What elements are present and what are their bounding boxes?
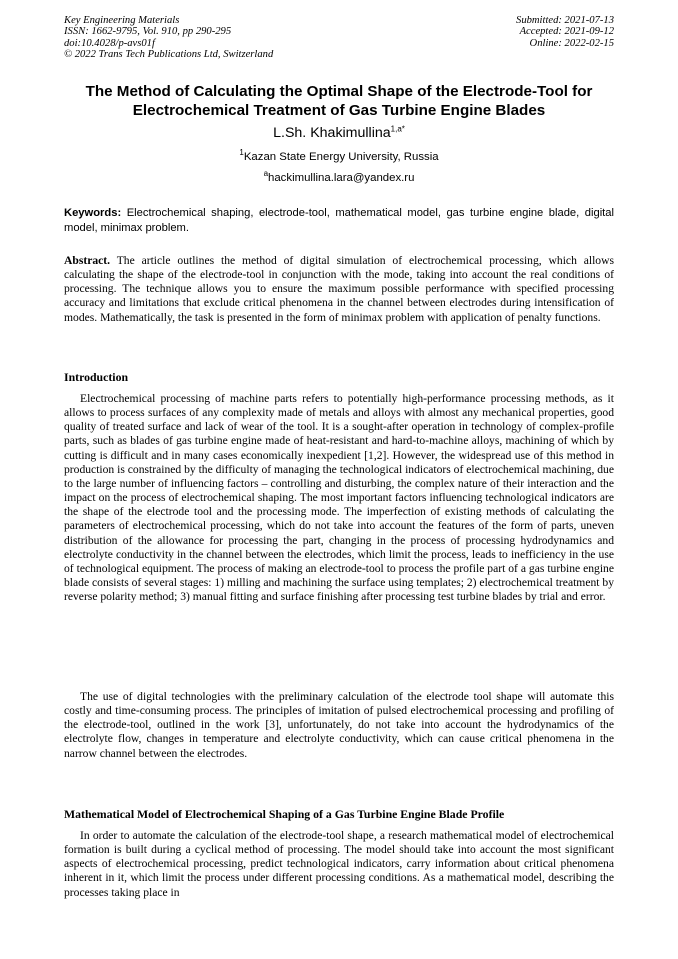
publication-dates <box>516 15 614 49</box>
journal-issn: ISSN: 1662-9795, Vol. 910, pp 290-295 <box>64 26 232 38</box>
author-name: L.Sh. Khakimullina <box>273 125 391 141</box>
keywords-label: Keywords: <box>64 207 122 219</box>
journal-copyright: © 2022 Trans Tech Publications Ltd, Switzerland <box>64 49 274 61</box>
affiliation-line <box>0 150 678 164</box>
online-date: Online: 2022-02-15 <box>529 37 614 49</box>
affiliation-text: Kazan State Energy University, Russia <box>243 151 439 163</box>
paper-title: The Method of Calculating the Optimal Shape of the Electrode-Tool for Electrochemical Treatment of Gas Turbine Engine Blades <box>85 83 593 119</box>
math-model-paragraph-1: In order to automate the calculation of the electrode-tool shape, a research mathematical model of electrochemical formation is built during a cyclical method of processing. The model should take into account the most significant aspects of electrochemical processing, predict technological indicators, carry information about critical phenomena inherent in it, which limit the process under different processing conditions. As a mathematical model, describing the processes taking place in <box>64 829 614 899</box>
abstract-text: The article outlines the method of digital simulation of electrochemical processing, which allows calculating the shape of the electrode-tool in conjunction with the mode, taking into account the real conditions of processing. The technique allows you to ensure the maximum possible performance with specified processing accuracy and limitations that exclude critical phenomena in the channel between electrodes during intensification of modes. Mathematically, the task is presented in the form of minimax problem with application of penalty functions. <box>64 254 614 324</box>
introduction-heading: Introduction <box>64 370 129 384</box>
affiliation-superscript: 1 <box>239 148 244 158</box>
journal-header <box>64 15 273 61</box>
keywords-text: Electrochemical shaping, electrode-tool, mathematical model, gas turbine engine blade, digital model, minimax problem. <box>64 207 614 234</box>
journal-name: Key Engineering Materials <box>64 15 180 26</box>
abstract-block <box>64 254 614 325</box>
introduction-paragraph-1: Electrochemical processing of machine parts refers to potentially high-performance processing methods, as it allows to process surfaces of any complexity made of metals and alloys with almost any mechanical properties, good quality of treated surface and lack of wear of the tool. It is a sought-after operation in technology of complex-profile parts, such as blades of gas turbine engine made of heat-resistant and hard-to-machine alloys, machining of which by cutting is difficult and in many cases economically inexpedient [1,2]. However, the widespread use of this method in production is constrained by the difficulty of managing the technological indicators of electrochemical machining, due to the large number of influencing factors – controlling and disturbing, the complex nature of their interaction and the impact on the process of electrochemical shaping. The most important factors influencing technological indicators are the shape of the electrode tool and the processing mode. The imperfection of existing methods of calculating the parameters of electrochemical processing, which do not take into account the features of the form of parts, uneven distribution of the allowance for processing the part, changing in the process of processing hydrodynamics and electrolyte conductivity in the channel between the electrodes, which limit the process, leads to inefficiency in the use of technological equipment. The process of making an electrode-tool to process the profile part of a gas turbine engine blade consists of several stages: 1) milling and machining the surface using templates; 2) electrochemical treatment by reverse polarity method; 3) manual fitting and surface finishing after processing test turbine blades by trial and error. <box>64 392 614 604</box>
author-superscript: 1,a* <box>390 124 405 134</box>
email-address[interactable]: hackimullina.lara@yandex.ru <box>268 172 415 184</box>
introduction-paragraph-2: The use of digital technologies with the preliminary calculation of the electrode tool shape will automate this costly and time-consuming process. The principles of imitation of pulsed electrochemical processing and profiling of the electrode-tool, outlined in the work [3], unfortunately, do not take into account the hydrodynamics of the electrolyte flow, changes in temperature and electrolyte conductivity, which can cause critical phenomena in the narrow channel between the electrodes. <box>64 690 614 760</box>
submitted-date: Submitted: 2021-07-13 <box>516 15 614 26</box>
author-line <box>0 124 678 142</box>
abstract-label: Abstract. <box>64 254 111 267</box>
email-line <box>0 171 678 185</box>
email-superscript: a <box>263 169 269 179</box>
accepted-date: Accepted: 2021-09-12 <box>519 26 614 38</box>
keywords-block <box>64 206 614 236</box>
math-model-heading: Mathematical Model of Electrochemical Shaping of a Gas Turbine Engine Blade Profile <box>64 807 505 821</box>
journal-doi[interactable]: doi:10.4028/p-avs01f <box>64 37 155 49</box>
